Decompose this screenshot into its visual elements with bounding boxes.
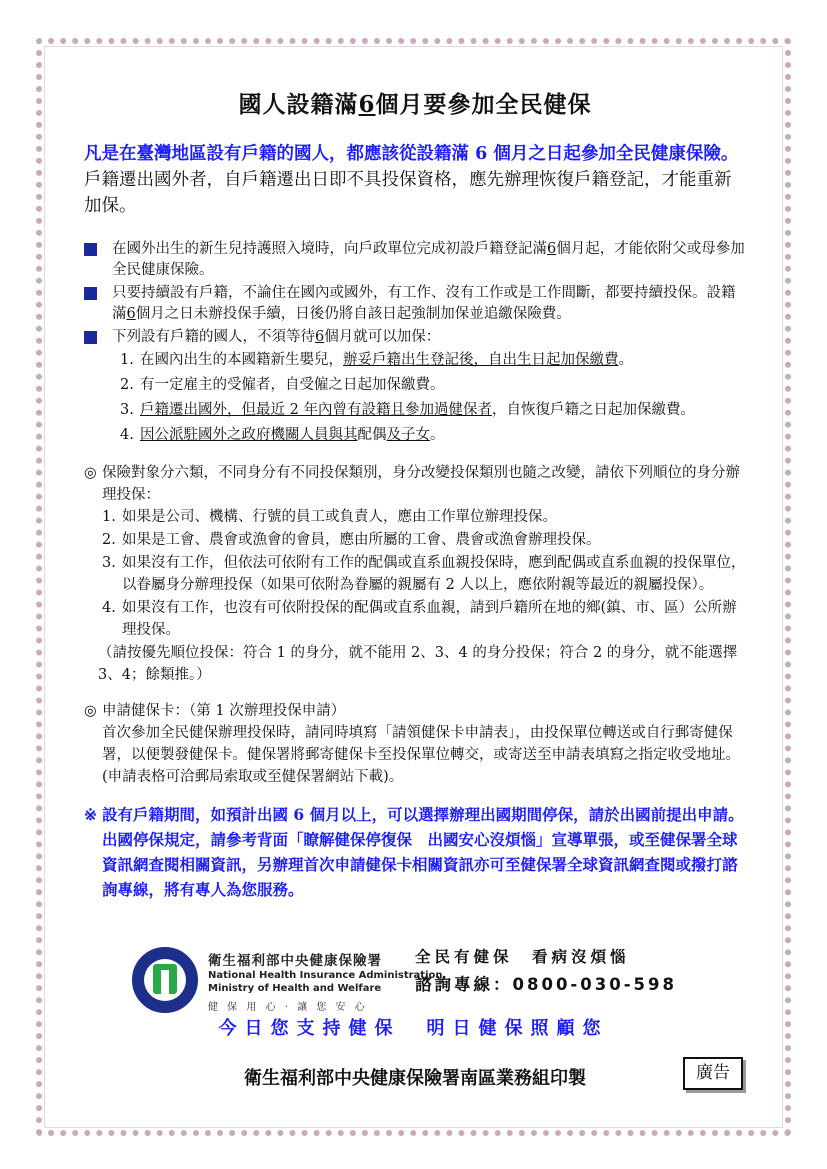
page-title [84, 86, 746, 119]
bullet-2-underline: 6 [126, 306, 136, 322]
sub-item-1-text-b: 。 [618, 352, 633, 368]
square-bullet-icon [84, 331, 97, 344]
nhi-logo-icon [132, 947, 198, 1013]
bullet-1-text-b: 個月起，才能依附父或母參加全民健康保險。 [112, 241, 745, 278]
square-bullet-icon [84, 287, 97, 300]
sub-item-4-text-a: 配偶 [357, 427, 387, 443]
list-item-text: 如果是公司、機構、行號的員工或負責人，應由工作單位辦理投保。 [122, 509, 557, 525]
lead-rest: 戶籍遷出國外者，自戶籍遷出日即不具投保資格，應先辦理恢復戶籍登記，才能重新加保。 [84, 170, 732, 216]
bullet-3-underline: 6 [315, 329, 325, 345]
bullet-2-text-b: 個月之日未辦投保手續，日後仍將自該日起強制加保並追繳保險費。 [135, 306, 571, 322]
section-heading [84, 700, 746, 722]
slogans [415, 945, 705, 1001]
sub-item-4-text-b: 。 [430, 427, 445, 443]
list-item [102, 506, 746, 528]
card-heading-text: 申請健保卡：（第 1 次辦理投保申請） [102, 703, 346, 719]
bullet-3-text-b: 個月就可以加保： [324, 329, 441, 345]
bullet-item-3 [84, 327, 746, 348]
section-heading [84, 462, 746, 506]
circle-mark-icon: ◎ [84, 703, 97, 719]
title-highlight: 6 [358, 91, 376, 118]
insured-categories-section [84, 462, 746, 686]
tagline: 今日您支持健保 明日健保照顧您 [218, 1018, 609, 1039]
sub-item-1 [120, 350, 746, 371]
logo-figure-gap [161, 970, 169, 994]
list-item-text: 如果沒有工作，但依法可依附有工作的配偶或直系血親投保時，應到配偶或直系血親的投保單位，以眷屬身分辦理投保（如果可依附為眷屬的親屬有 2 人以上，應依附親等最近的親屬投保）。 [122, 555, 746, 593]
org-name-en-2: Ministry of Health and Welfare [208, 983, 382, 994]
list-item [102, 529, 746, 551]
list-item-text: 如果是工會、農會或漁會的會員，應由所屬的工會、農會或漁會辦理投保。 [122, 532, 601, 548]
health-card-section [84, 700, 746, 788]
bullet-item-1 [84, 239, 746, 281]
list-item-number: 2. [102, 532, 116, 548]
org-name-zh: 衛生福利部中央健康保險署 [208, 953, 382, 969]
important-notice [84, 802, 746, 902]
card-body-text: 首次參加全民健保辦理投保時，請同時填寫「請領健保卡申請表」，由投保單位轉送或自行郵寄健保署，以便製發健保卡。健保署將郵寄健保卡至投保單位轉交，或寄送至申請表填寫之指定收受地址。(申請表格可洽郵局索取或至健保署網站下載)。 [102, 725, 740, 785]
sub-item-number: 4. [120, 427, 134, 443]
important-notice-text: 設有戶籍期間，如預計出國 6 個月以上，可以選擇辦理出國期間停保，請於出國前提出申請。出國停保規定，請參考背面「瞭解健保停復保 出國安心沒煩惱」宣導單張，或至健保署全球資訊網查閱相關資訊，另辦理首次申請健保卡相關資訊亦可至健保署全球資訊網查閱或撥打諮詢專線，將有專人為您服務。 [102, 805, 744, 899]
sub-item-number: 1. [120, 352, 134, 368]
list-item [102, 597, 746, 641]
sub-item-3-underline: 戶籍遷出國外，但最近 2 年內曾有設籍且參加過健保者 [140, 402, 492, 418]
list-item-number: 3. [102, 555, 116, 571]
title-part-1: 國人設籍滿 [238, 91, 359, 118]
bullet-list [84, 239, 746, 446]
circle-mark-icon: ◎ [84, 465, 97, 481]
advertisement-badge: 廣告 [683, 1057, 743, 1090]
sub-item-4 [120, 425, 746, 446]
sub-item-4-underline-a: 因公派駐國外之政府機關人員與其 [140, 427, 358, 443]
list-item-number: 4. [102, 600, 116, 616]
categories-list [84, 506, 746, 641]
bullet-1-underline: 6 [547, 241, 557, 257]
org-name-en-1: National Health Insurance Administration, [208, 970, 447, 981]
sub-item-3 [120, 400, 746, 421]
printer-credit: 衛生福利部中央健康保險署南區業務組印製 [244, 1068, 586, 1089]
square-bullet-icon [84, 243, 97, 256]
list-item-text: 如果沒有工作，也沒有可依附投保的配偶或直系血親，請到戶籍所在地的鄉(鎮、市、區）公所辦理投保。 [122, 600, 737, 638]
bullet-item-2 [84, 283, 746, 325]
reference-mark-icon: ※ [84, 805, 97, 824]
sub-item-4-underline-b: 及子女 [386, 427, 430, 443]
bullet-3-sublist [84, 350, 746, 446]
bullet-3-text-a: 下列設有戶籍的國人，不須等待 [112, 329, 315, 345]
lead-emphasis: 凡是在臺灣地區設有戶籍的國人，都應該從設籍滿 6 個月之日起參加全民健康保險。 [84, 144, 739, 164]
sub-item-number: 3. [120, 402, 134, 418]
sub-item-1-underline: 辦妥戶籍出生登記後，自出生日起加保繳費 [343, 352, 619, 368]
sub-item-number: 2. [120, 377, 134, 393]
bullet-1-text-a: 在國外出生的新生兒持護照入境時，向戶政單位完成初設戶籍登記滿 [112, 241, 547, 257]
slogan-primary: 全民有健保 看病沒煩惱 [415, 948, 630, 966]
org-motto: 健 保 用 心 · 讓 您 安 心 [208, 1002, 368, 1013]
lead-paragraph [84, 141, 746, 219]
title-part-2: 個月要參加全民健保 [375, 91, 592, 118]
bullet-2-text-a: 只要持續設有戶籍，不論住在國內或國外，有工作、沒有工作或是工作間斷，都要持續投保。設籍滿 [112, 285, 736, 322]
sub-item-1-text-a: 在國內出生的本國籍新生嬰兒， [140, 352, 343, 368]
sub-item-2 [120, 375, 746, 396]
sub-item-2-text: 有一定雇主的受僱者，自受僱之日起加保繳費。 [140, 377, 445, 393]
list-item-number: 1. [102, 509, 116, 525]
list-item [102, 552, 746, 596]
sub-item-3-text: ，自恢復戶籍之日起加保繳費。 [491, 402, 695, 418]
footer-branding [132, 945, 692, 1015]
document-body [84, 86, 746, 920]
categories-heading-text: 保險對象分六類，不同身分有不同投保類別，身分改變投保類別也隨之改變，請依下列順位的身分辦理投保： [102, 465, 740, 503]
priority-note: （請按優先順位投保：符合 1 的身分，就不能用 2、3、4 的身分投保；符合 2 的身分，就不能選擇 3、4；餘類推。） [98, 645, 738, 683]
hotline-number: 諮詢專線：0800-030-598 [415, 975, 678, 994]
